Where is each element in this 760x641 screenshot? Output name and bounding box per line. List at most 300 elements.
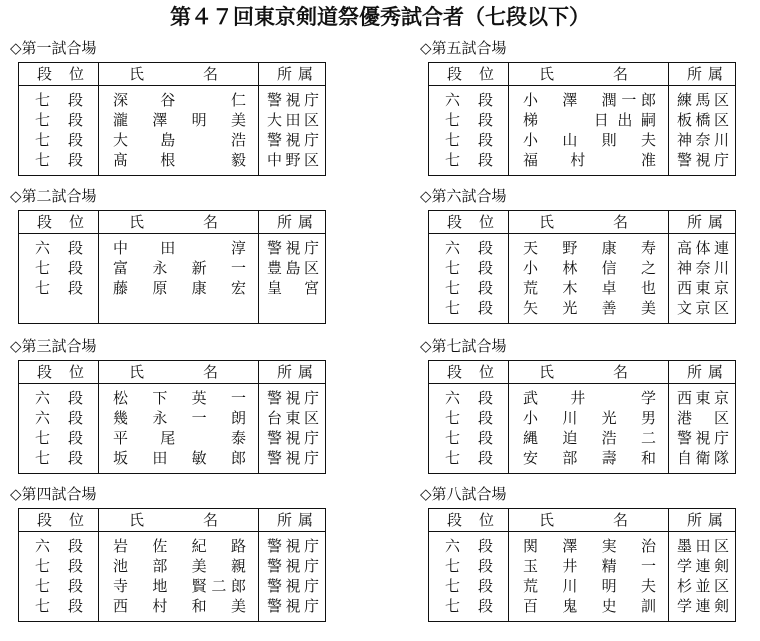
venue-heading: ◇第六試合場: [420, 187, 507, 205]
cell-name: [99, 110, 259, 130]
cell-text-part: 段: [447, 213, 463, 231]
name-char: 卓: [601, 279, 617, 297]
cell-text-part: 六: [445, 389, 461, 407]
table-body: [19, 234, 325, 323]
cell-org: [259, 278, 325, 298]
header-rank: [19, 509, 99, 531]
cell-org: [669, 576, 735, 596]
venue-section: [8, 38, 330, 176]
name-char: 美: [231, 111, 247, 129]
cell-char: 視: [285, 91, 301, 109]
page-title: 第４７回東京剣道祭優秀試合者（七段以下）: [170, 4, 590, 29]
table-row: [429, 150, 735, 170]
venue-heading: ◇第三試合場: [10, 337, 97, 355]
cell-org: [669, 150, 735, 170]
cell-char: 視: [285, 131, 301, 149]
name-char: 和: [191, 597, 207, 615]
cell-rank: [429, 278, 509, 298]
name-char: 井: [562, 557, 578, 575]
header-org: [259, 509, 325, 531]
cell-text-part: 氏: [129, 65, 145, 83]
cell-org: [259, 150, 325, 170]
table-row: [19, 278, 325, 298]
cell-name: [99, 238, 259, 258]
table-row: [429, 388, 735, 408]
cell-text-part: 六: [35, 537, 51, 555]
cell-char: 京: [713, 279, 729, 297]
cell-char: 川: [713, 259, 729, 277]
cell-char: 西: [677, 279, 693, 297]
cell-org: [259, 238, 325, 258]
cell-name: [99, 408, 259, 428]
name-char: 百: [523, 597, 539, 615]
cell-rank: [429, 428, 509, 448]
cell-text-part: 位: [68, 363, 84, 381]
name-char: 澤: [562, 91, 578, 109]
cell-char: 奈: [695, 259, 711, 277]
cell-text-part: 段: [477, 259, 493, 277]
cell-org: [669, 388, 735, 408]
rows-list: [429, 86, 735, 170]
cell-rank: [19, 130, 99, 150]
cell-text-part: 皇: [267, 279, 283, 297]
venue-table: [428, 210, 736, 324]
name-char: 鬼: [562, 597, 578, 615]
name-char: 地: [152, 577, 168, 595]
name-char: 仁: [231, 91, 247, 109]
cell-text-part: 段: [67, 279, 83, 297]
name-char: 田: [160, 239, 176, 257]
cell-text-part: 段: [67, 111, 83, 129]
cell-text-part: 七: [35, 151, 51, 169]
cell-text-part: 所: [277, 65, 293, 83]
cell-text-part: 氏: [539, 363, 555, 381]
cell-name: [509, 536, 669, 556]
cell-char: 庁: [303, 449, 319, 467]
cell-text-part: 位: [478, 511, 494, 529]
cell-char: 視: [285, 429, 301, 447]
venue-table: [428, 62, 736, 176]
table-row: [19, 448, 325, 468]
cell-text-part: 六: [35, 409, 51, 427]
cell-text-part: 段: [477, 151, 493, 169]
cell-text-part: 段: [477, 299, 493, 317]
table-row: [19, 408, 325, 428]
cell-char: 奈: [695, 131, 711, 149]
cell-char: 警: [267, 91, 283, 109]
cell-text-part: 七: [445, 429, 461, 447]
cell-char: 連: [695, 557, 711, 575]
cell-text-part: 名: [612, 363, 628, 381]
cell-text-part: 名: [202, 213, 218, 231]
cell-org: [669, 448, 735, 468]
cell-text-part: 氏: [539, 213, 555, 231]
name-char: 二: [211, 577, 227, 595]
cell-text-part: 所: [687, 363, 703, 381]
cell-name: [509, 238, 669, 258]
header-org: [669, 63, 735, 85]
table-row: [429, 408, 735, 428]
cell-text-part: 段: [477, 597, 493, 615]
cell-text-part: 区: [713, 409, 729, 427]
cell-text-part: 位: [68, 65, 84, 83]
name-char: 新: [191, 259, 207, 277]
cell-text-part: 段: [477, 429, 493, 447]
cell-rank: [19, 408, 99, 428]
venue-heading: ◇第四試合場: [10, 485, 97, 503]
name-char: 村: [570, 151, 586, 169]
name-char: 之: [641, 259, 657, 277]
cell-text-part: 段: [67, 151, 83, 169]
table-row: [19, 238, 325, 258]
table-row: [19, 90, 325, 110]
cell-char: 視: [695, 429, 711, 447]
cell-text-part: 七: [445, 279, 461, 297]
cell-char: 庁: [303, 131, 319, 149]
name-char: 精: [601, 557, 617, 575]
cell-text-part: 属: [297, 511, 313, 529]
cell-name: [99, 388, 259, 408]
rows-list: [429, 234, 735, 318]
cell-rank: [429, 130, 509, 150]
name-char: 泰: [231, 429, 247, 447]
venue-section: [8, 186, 330, 324]
cell-text-part: 六: [445, 537, 461, 555]
cell-rank: [19, 536, 99, 556]
cell-text-part: 七: [445, 449, 461, 467]
venue-heading: ◇第一試合場: [10, 39, 97, 57]
cell-rank: [19, 596, 99, 616]
name-char: 藤: [113, 279, 129, 297]
header-name: [99, 509, 259, 531]
header-name: [509, 63, 669, 85]
cell-name: [99, 90, 259, 110]
cell-org: [259, 408, 325, 428]
cell-char: 京: [713, 389, 729, 407]
table-row: [19, 258, 325, 278]
cell-char: 豊: [267, 259, 283, 277]
name-char: 一: [191, 409, 207, 427]
name-char: 村: [152, 597, 168, 615]
header-rank: [429, 211, 509, 233]
name-char: 田: [152, 449, 168, 467]
cell-rank: [429, 408, 509, 428]
name-char: 坂: [113, 449, 129, 467]
cell-text-part: 属: [707, 363, 723, 381]
cell-char: 警: [267, 429, 283, 447]
cell-text-part: 七: [35, 111, 51, 129]
name-char: 小: [523, 409, 539, 427]
cell-char: 中: [267, 151, 283, 169]
cell-char: 庁: [303, 557, 319, 575]
name-char: 男: [641, 409, 657, 427]
cell-text-part: 七: [35, 557, 51, 575]
cell-char: 区: [713, 91, 729, 109]
cell-char: 視: [285, 389, 301, 407]
table-header: [19, 211, 325, 234]
cell-rank: [19, 238, 99, 258]
cell-rank: [19, 576, 99, 596]
cell-text-part: 七: [445, 259, 461, 277]
cell-name: [509, 388, 669, 408]
cell-text-part: 氏: [129, 363, 145, 381]
cell-char: 警: [267, 537, 283, 555]
venue-table: [18, 62, 326, 176]
cell-org: [669, 596, 735, 616]
cell-char: 京: [695, 299, 711, 317]
cell-org: [669, 278, 735, 298]
name-char: 関: [523, 537, 539, 555]
cell-text-part: 段: [67, 557, 83, 575]
name-char: 和: [641, 449, 657, 467]
name-char: 明: [601, 577, 617, 595]
cell-rank: [19, 388, 99, 408]
table-header: [429, 361, 735, 384]
name-char: 平: [113, 429, 129, 447]
cell-char: 区: [303, 409, 319, 427]
name-char: 二: [641, 429, 657, 447]
cell-org: [259, 536, 325, 556]
cell-char: 庁: [303, 429, 319, 447]
table-body: [429, 532, 735, 621]
table-header: [19, 509, 325, 532]
name-char: 美: [231, 597, 247, 615]
cell-text-part: 段: [477, 449, 493, 467]
name-char: 永: [152, 259, 168, 277]
cell-org: [669, 428, 735, 448]
name-char: 則: [601, 131, 617, 149]
cell-char: 庁: [713, 151, 729, 169]
cell-char: 学: [677, 597, 693, 615]
cell-text-part: 六: [35, 239, 51, 257]
cell-char: 庁: [303, 91, 319, 109]
table-row: [429, 130, 735, 150]
cell-char: 板: [677, 111, 693, 129]
name-char: 夫: [641, 131, 657, 149]
name-char: 矢: [523, 299, 539, 317]
cell-char: 自: [677, 449, 693, 467]
name-char: 浩: [231, 131, 247, 149]
venue-heading: ◇第二試合場: [10, 187, 97, 205]
name-char: 木: [562, 279, 578, 297]
table-header: [19, 361, 325, 384]
cell-name: [99, 556, 259, 576]
table-row: [19, 428, 325, 448]
name-char: 康: [601, 239, 617, 257]
cell-rank: [19, 258, 99, 278]
cell-char: 区: [303, 111, 319, 129]
name-char: 川: [562, 409, 578, 427]
name-char: 寿: [641, 239, 657, 257]
cell-char: 神: [677, 259, 693, 277]
name-char: 小: [523, 259, 539, 277]
name-char: 根: [160, 151, 176, 169]
rows-list: [429, 384, 735, 468]
cell-name: [509, 576, 669, 596]
name-char: 朗: [231, 409, 247, 427]
cell-text-part: 段: [477, 91, 493, 109]
cell-char: 馬: [695, 91, 711, 109]
name-char: 福: [523, 151, 539, 169]
cell-text-part: 七: [445, 299, 461, 317]
table-row: [19, 556, 325, 576]
cell-text-part: 名: [202, 65, 218, 83]
name-char: 浩: [601, 429, 617, 447]
cell-text-part: 属: [297, 363, 313, 381]
cell-rank: [19, 448, 99, 468]
name-char: 林: [562, 259, 578, 277]
cell-char: 田: [695, 537, 711, 555]
cell-org: [669, 130, 735, 150]
cell-char: 橋: [695, 111, 711, 129]
table-row: [429, 298, 735, 318]
cell-org: [259, 130, 325, 150]
cell-char: 杉: [677, 577, 693, 595]
cell-char: 視: [695, 151, 711, 169]
cell-text-part: 段: [67, 91, 83, 109]
name-char: 信: [601, 259, 617, 277]
cell-char: 西: [677, 389, 693, 407]
cell-org: [669, 110, 735, 130]
cell-char: 庁: [303, 389, 319, 407]
cell-char: 東: [695, 279, 711, 297]
cell-name: [509, 110, 669, 130]
cell-text-part: 所: [687, 511, 703, 529]
table-header: [429, 211, 735, 234]
name-char: 池: [113, 557, 129, 575]
name-char: 善: [601, 299, 617, 317]
name-char: 下: [152, 389, 168, 407]
name-char: 島: [160, 131, 176, 149]
venue-heading: ◇第七試合場: [420, 337, 507, 355]
cell-text-part: 属: [297, 213, 313, 231]
venue-section: [418, 186, 740, 324]
name-char: 一: [231, 389, 247, 407]
header-rank: [19, 211, 99, 233]
table-header: [429, 63, 735, 86]
cell-char: 島: [285, 259, 301, 277]
name-char: 縄: [523, 429, 539, 447]
cell-rank: [19, 428, 99, 448]
name-char: 淳: [231, 239, 247, 257]
cell-org: [669, 258, 735, 278]
cell-char: 区: [713, 577, 729, 595]
cell-name: [509, 258, 669, 278]
name-char: 武: [523, 389, 539, 407]
cell-text-part: 氏: [129, 213, 145, 231]
table-body: [19, 384, 325, 473]
cell-text-part: 六: [35, 389, 51, 407]
name-char: 幾: [113, 409, 129, 427]
cell-char: 警: [267, 597, 283, 615]
cell-text-part: 段: [477, 239, 493, 257]
cell-name: [509, 90, 669, 110]
cell-text-part: 段: [67, 409, 83, 427]
cell-text-part: 段: [37, 363, 53, 381]
cell-text-part: 属: [707, 511, 723, 529]
cell-text-part: 七: [35, 577, 51, 595]
cell-text-part: 所: [277, 363, 293, 381]
table-body: [19, 86, 325, 175]
cell-org: [669, 408, 735, 428]
cell-name: [509, 298, 669, 318]
rows-list: [19, 532, 325, 616]
cell-text-part: 段: [477, 111, 493, 129]
cell-char: 川: [713, 131, 729, 149]
cell-char: 連: [713, 239, 729, 257]
cell-name: [99, 428, 259, 448]
table-row: [19, 110, 325, 130]
header-org: [259, 211, 325, 233]
table-row: [19, 388, 325, 408]
cell-text-part: 位: [68, 511, 84, 529]
cell-text-part: 段: [67, 577, 83, 595]
cell-name: [509, 596, 669, 616]
cell-rank: [429, 258, 509, 278]
cell-text-part: 所: [277, 213, 293, 231]
table-row: [429, 238, 735, 258]
cell-rank: [19, 278, 99, 298]
cell-char: 視: [285, 577, 301, 595]
cell-char: 視: [285, 597, 301, 615]
table-row: [429, 110, 735, 130]
venue-table: [18, 508, 326, 622]
cell-name: [509, 556, 669, 576]
header-rank: [429, 509, 509, 531]
name-char: 野: [562, 239, 578, 257]
cell-char: 体: [695, 239, 711, 257]
cell-text-part: 段: [477, 131, 493, 149]
cell-name: [509, 408, 669, 428]
name-char: 宏: [231, 279, 247, 297]
cell-text-part: 段: [477, 409, 493, 427]
cell-rank: [429, 110, 509, 130]
cell-text-part: 名: [202, 363, 218, 381]
name-char: 小: [523, 131, 539, 149]
cell-char: 庁: [303, 597, 319, 615]
name-char: 梯: [523, 111, 539, 129]
cell-text-part: 氏: [539, 65, 555, 83]
name-char: 荒: [523, 279, 539, 297]
cell-text-part: 七: [35, 279, 51, 297]
cell-char: 高: [677, 239, 693, 257]
cell-text-part: 所: [277, 511, 293, 529]
cell-text-part: 七: [445, 557, 461, 575]
cell-text-part: 六: [445, 239, 461, 257]
header-org: [669, 509, 735, 531]
name-char: 毅: [231, 151, 247, 169]
table-row: [19, 150, 325, 170]
cell-char: 警: [267, 239, 283, 257]
cell-char: 視: [285, 537, 301, 555]
name-char: 川: [562, 577, 578, 595]
cell-text-part: 七: [445, 597, 461, 615]
cell-org: [669, 238, 735, 258]
cell-org: [669, 298, 735, 318]
cell-char: 警: [677, 429, 693, 447]
table-row: [19, 576, 325, 596]
name-char: 治: [641, 537, 657, 555]
cell-rank: [429, 596, 509, 616]
venue-section: [418, 484, 740, 622]
rows-list: [429, 532, 735, 616]
header-org: [259, 361, 325, 383]
cell-text-part: 六: [445, 91, 461, 109]
cell-text-part: 位: [478, 65, 494, 83]
table-row: [19, 130, 325, 150]
cell-char: 野: [285, 151, 301, 169]
cell-char: 視: [285, 449, 301, 467]
